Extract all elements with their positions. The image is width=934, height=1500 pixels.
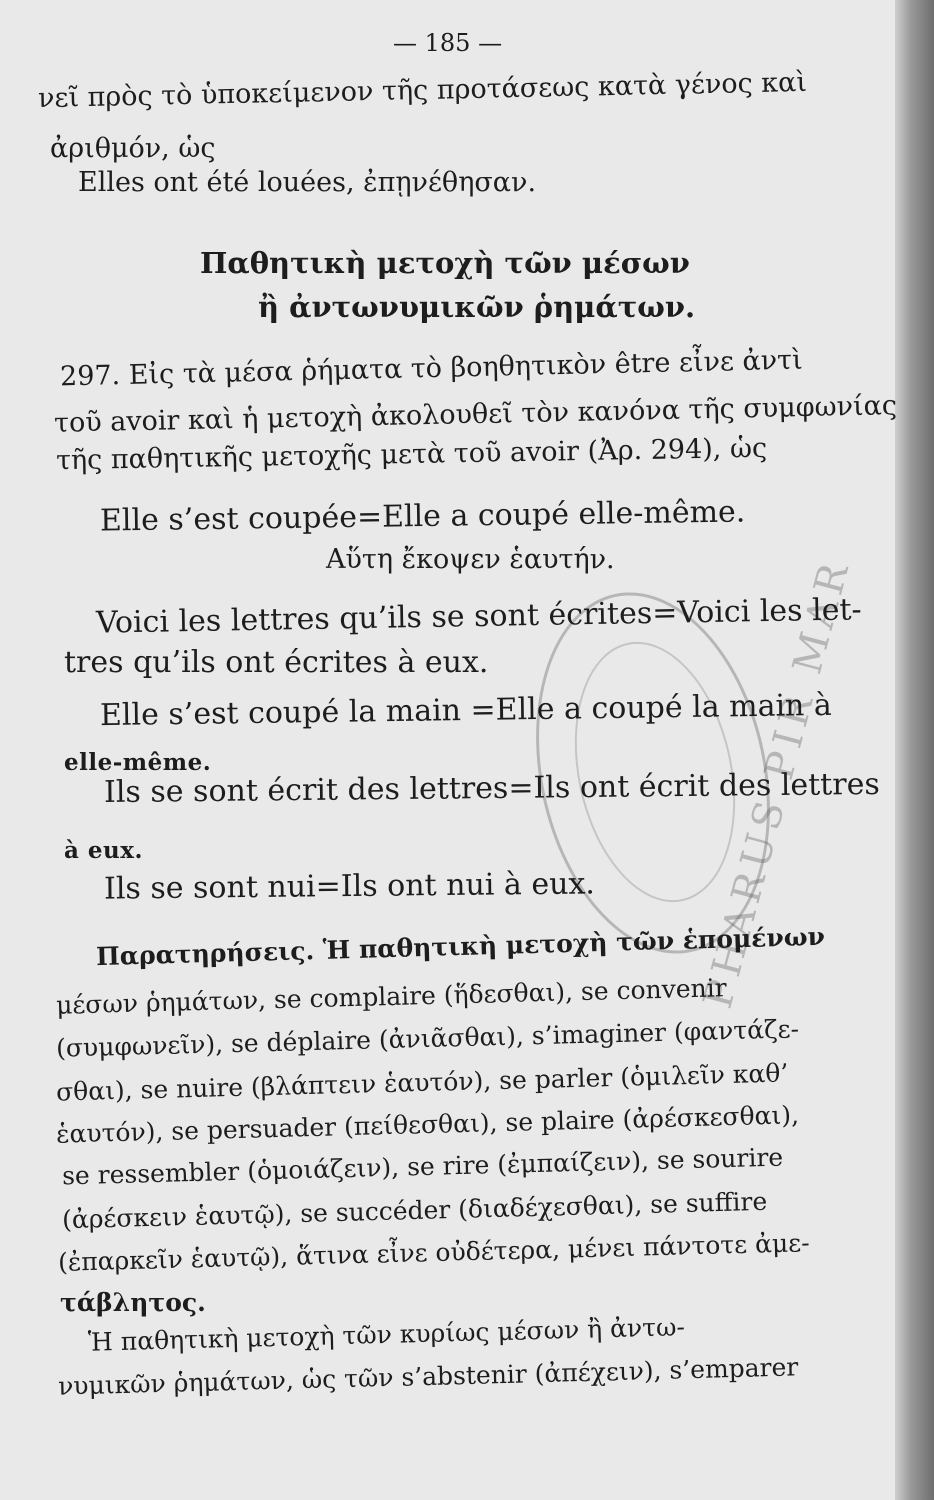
- paragraph-297-line-2: τοῦ avoir καὶ ἡ μετοχὴ ἀκολουθεῖ τὸν κανόνα τῆς συμφωνίας: [53, 390, 898, 439]
- remarks-line-4: σθαι), se nuire (βλάπτειν ἑαυτόν), se parler (ὁμιλεῖν καθ’: [55, 1058, 789, 1107]
- example-5: Ils se sont nui=Ils ont nui à eux.: [103, 866, 596, 907]
- example-2-line-2: tres qu’ils ont écrites à eux.: [64, 645, 489, 680]
- section-heading-1: Παθητικὴ μετοχὴ τῶν μέσων: [200, 246, 690, 280]
- text-line-3: Elles ont été louées, ἐπῃνέθησαν.: [78, 167, 537, 198]
- example-2-line-1: Voici les lettres qu’ils se sont écrites=Voici les let-: [95, 592, 862, 641]
- paragraph-297-line-1: 297. Εἰς τὰ μέσα ῥήματα τὸ βοηθητικὸν être εἶνε ἀντὶ: [59, 344, 803, 393]
- example-4-line-2: à eux.: [64, 837, 143, 864]
- remarks-line-8: (ἐπαρκεῖν ἑαυτῷ), ἅτινα εἶνε οὐδέτερα, μένει πάντοτε ἀμε-: [57, 1228, 810, 1277]
- text-line-1: νεῖ πρὸς τὸ ὑποκείμενον τῆς προτάσεως κατὰ γένος καὶ: [37, 66, 808, 115]
- example-1: Elle s’est coupée=Elle a coupé elle-même.: [99, 494, 746, 539]
- remarks-line-5: ἑαυτόν), se persuader (πείθεσθαι), se plaire (ἀρέσκεσθαι),: [55, 1100, 800, 1149]
- remarks-line-7: (ἀρέσκειν ἑαυτῷ), se succéder (διαδέχεσθαι), se suffire: [61, 1186, 768, 1235]
- remarks-line-6: se ressembler (ὁμοιάζειν), se rire (ἐμπαίζειν), se sourire: [61, 1142, 784, 1191]
- page-number: — 185 —: [393, 29, 503, 57]
- remarks-line-1: Παρατηρήσεις. Ἡ παθητικὴ μετοχὴ τῶν ἑπομένων: [95, 921, 826, 972]
- example-3-line-2: elle-même.: [64, 749, 212, 776]
- remarks-line-2: μέσων ῥημάτων, se complaire (ἥδεσθαι), se convenir: [55, 973, 727, 1020]
- page-edge: [895, 0, 934, 1500]
- remarks-line-9: τάβλητος.: [60, 1288, 206, 1317]
- final-paragraph-line-2: νυμικῶν ῥημάτων, ὡς τῶν s’abstenir (ἀπέχειν), s’emparer: [57, 1352, 799, 1401]
- example-1-translation: Αὕτη ἔκοψεν ἑαυτήν.: [326, 544, 615, 575]
- section-heading-2: ἢ ἀντωνυμικῶν ῥημάτων.: [258, 290, 696, 324]
- example-4-line-1: Ils se sont écrit des lettres=Ils ont écrit des lettres: [103, 766, 880, 811]
- stamp-lettering: PHARUS PIR MAR: [694, 552, 860, 1014]
- remarks-line-3: (συμφωνεῖν), se déplaire (ἀνιᾶσθαι), s’imaginer (φαντάζε-: [55, 1014, 800, 1063]
- text-line-2: ἀριθμόν, ὡς: [50, 133, 216, 164]
- example-3-line-1: Elle s’est coupé la main =Elle a coupé la main à: [99, 687, 833, 734]
- final-paragraph-line-1: Ἡ παθητικὴ μετοχὴ τῶν κυρίως μέσων ἢ ἀντω-: [87, 1312, 686, 1357]
- paragraph-297-line-3: τῆς παθητικῆς μετοχῆς μετὰ τοῦ avoir (Ἀρ. 294), ὡς: [55, 432, 768, 477]
